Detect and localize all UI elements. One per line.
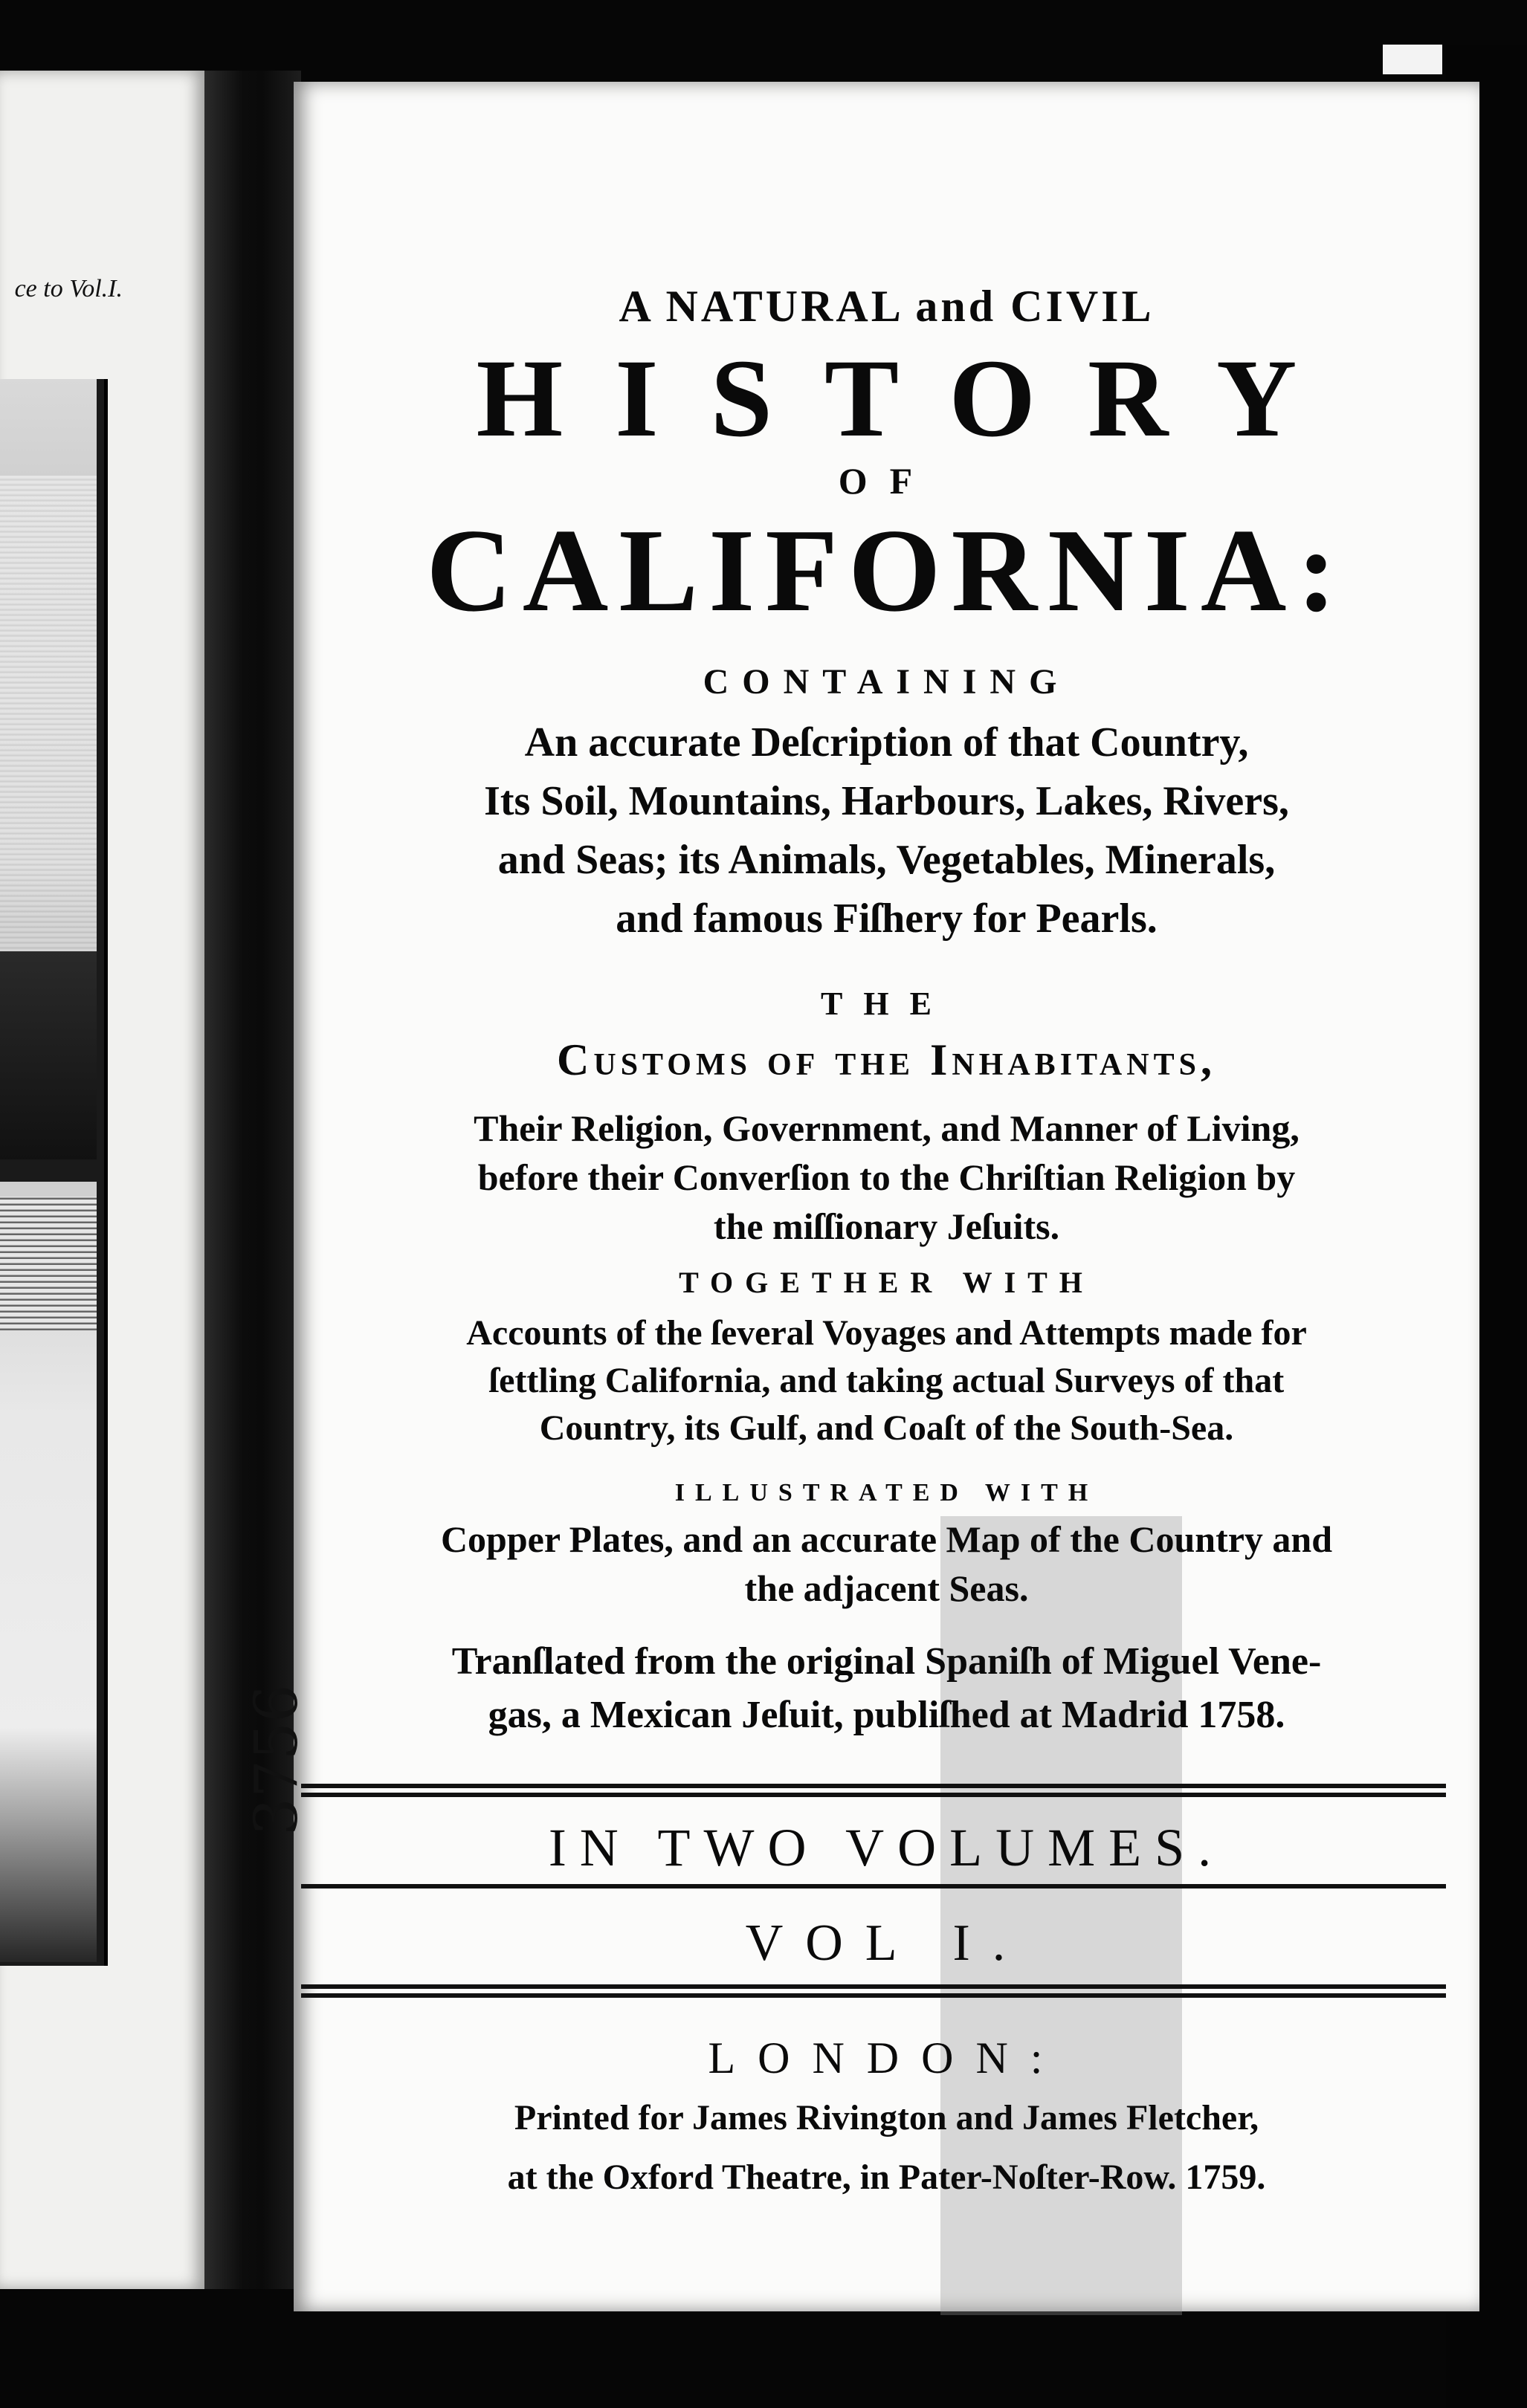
handwritten-shelfmark: 3756 bbox=[242, 1684, 311, 1836]
subtitle-natural-civil: A NATURAL and CIVIL bbox=[619, 282, 1155, 331]
description-line: An accurate Deſcription of that Country, bbox=[524, 719, 1249, 766]
heading-together-with: TOGETHER WITH bbox=[679, 1266, 1094, 1299]
description-paragraph bbox=[294, 713, 1479, 948]
title-of: OF bbox=[838, 460, 935, 502]
accounts-line: ſettling California, and taking actual Surveys of that bbox=[488, 1361, 1285, 1400]
accounts-paragraph bbox=[294, 1310, 1479, 1452]
imprint-line: Printed for James Rivington and James Fletcher, bbox=[514, 2098, 1259, 2137]
copper-plates-paragraph bbox=[294, 1515, 1479, 1613]
description-line: and famous Fiſhery for Pearls. bbox=[616, 896, 1158, 942]
frontispiece-caption: ce to Vol.I. bbox=[14, 275, 123, 302]
title-history: HISTORY bbox=[476, 337, 1349, 460]
imprint-city: LONDON: bbox=[708, 2033, 1065, 2082]
description-line: Its Soil, Mountains, Harbours, Lakes, Rivers, bbox=[484, 778, 1289, 824]
heading-containing: CONTAINING bbox=[703, 662, 1071, 702]
title-page bbox=[294, 82, 1479, 2311]
engraving-sky-upper bbox=[0, 476, 97, 951]
page-corner bbox=[1383, 45, 1442, 74]
volumes-line: IN TWO VOLUMES. bbox=[548, 1818, 1225, 1877]
engraving-hatching-lower bbox=[0, 1197, 97, 1330]
imprint-paragraph bbox=[294, 2088, 1479, 2207]
title-california: CALIFORNIA: bbox=[426, 504, 1347, 636]
religion-line: the miſſionary Jeſuits. bbox=[713, 1205, 1060, 1247]
translated-paragraph bbox=[294, 1635, 1479, 1742]
imprint-line: at the Oxford Theatre, in Pater-Noſter-Row. 1759. bbox=[507, 2158, 1266, 2197]
religion-line: before their Converſion to the Chriſtian Religion by bbox=[477, 1156, 1296, 1198]
heading-customs: Customs of the Inhabitants, bbox=[557, 1035, 1216, 1084]
book-gutter bbox=[204, 71, 301, 2289]
frontispiece-engraving bbox=[0, 379, 108, 1966]
translated-line: Tranſlated from the original Spaniſh of Miguel Vene- bbox=[451, 1640, 1322, 1683]
copper-line: the adjacent Seas. bbox=[744, 1567, 1029, 1609]
religion-paragraph bbox=[294, 1104, 1479, 1251]
accounts-line: Accounts of the ſeveral Voyages and Attempts made for bbox=[466, 1313, 1307, 1353]
heading-the: THE bbox=[821, 985, 952, 1022]
title-page-content bbox=[294, 82, 1479, 2311]
frontispiece-page bbox=[0, 71, 204, 2289]
accounts-line: Country, its Gulf, and Coaſt of the South-Sea. bbox=[539, 1408, 1234, 1448]
copper-line: Copper Plates, and an accurate Map of the Country and bbox=[440, 1518, 1333, 1560]
volume-number: VOL I. bbox=[745, 1915, 1028, 1972]
description-line: and Seas; its Animals, Vegetables, Minerals, bbox=[497, 837, 1276, 883]
religion-line: Their Religion, Government, and Manner of Living, bbox=[474, 1107, 1300, 1149]
translated-line: gas, a Mexican Jeſuit, publiſhed at Madrid 1758. bbox=[488, 1694, 1285, 1736]
heading-illustrated-with: ILLUSTRATED WITH bbox=[674, 1479, 1099, 1506]
